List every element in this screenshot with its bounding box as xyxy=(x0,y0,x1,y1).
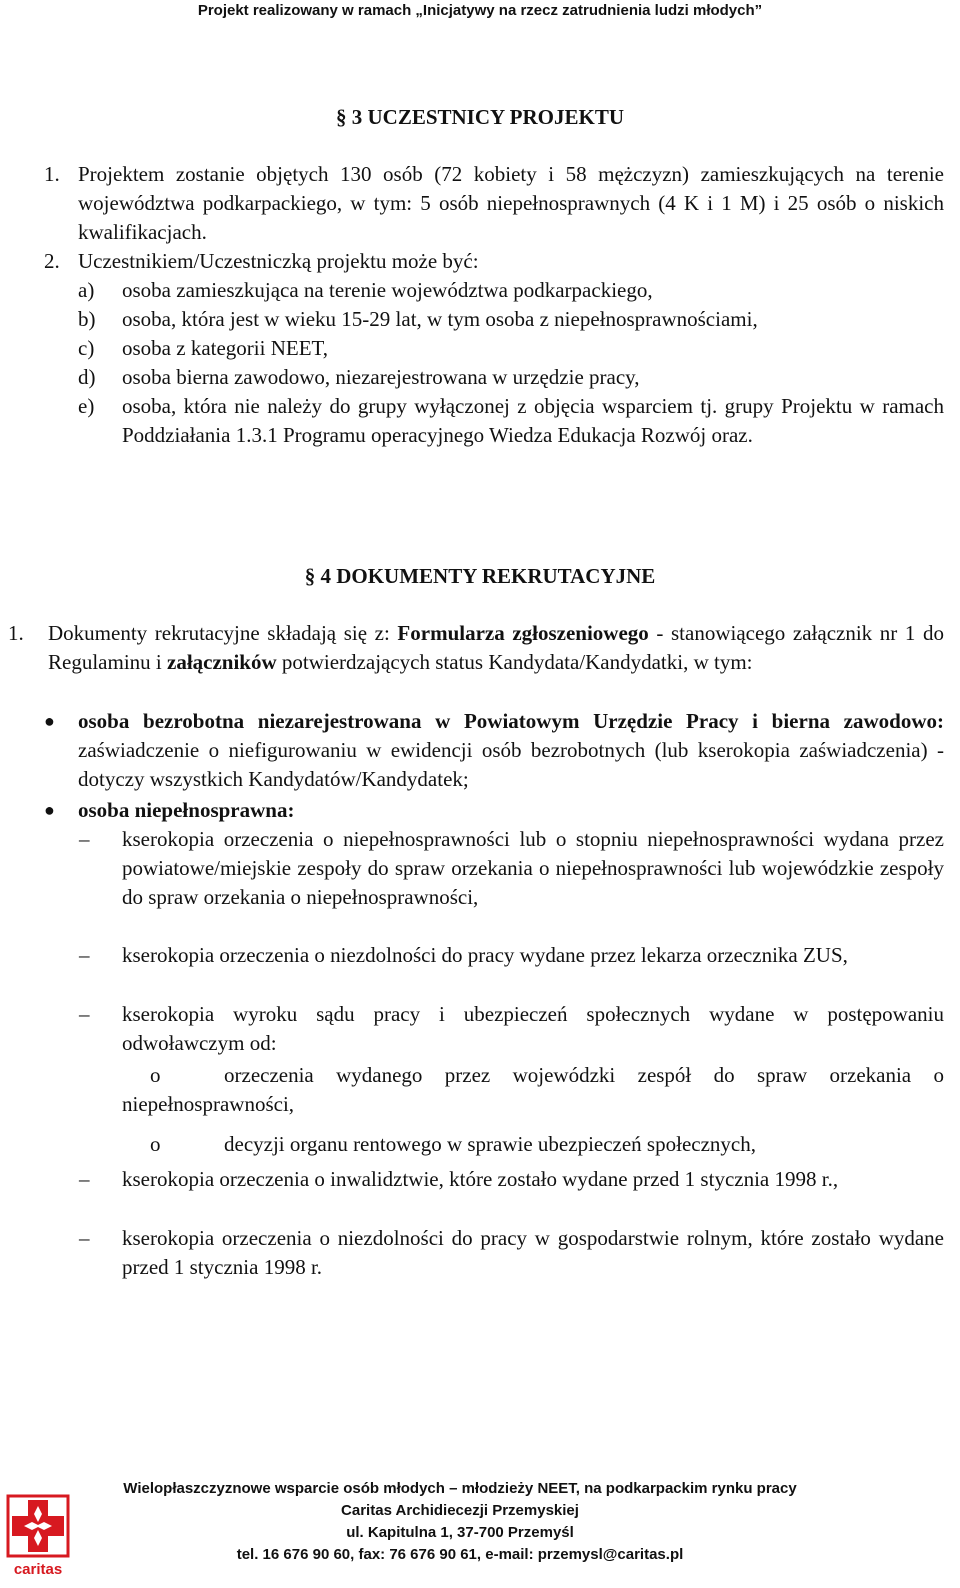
s3-item-d-label: d) xyxy=(78,365,96,389)
section-3-title: § 3 UCZESTNICY PROJEKTU xyxy=(335,105,624,129)
s3-p2-text: Uczestnikiem/Uczestniczką projektu może być: xyxy=(78,249,479,273)
s3-p2-number: 2. xyxy=(44,249,60,273)
caritas-logo xyxy=(6,1494,70,1580)
s3-item-e-text: osoba, która nie należy do grupy wyłączonej z objęcia wsparciem tj. grupy Projektu w ramach Poddziałania 1.3.1 Programu operacyjnego Wiedza Edukacja Rozwój oraz. xyxy=(122,394,944,447)
s3-item-a-label: a) xyxy=(78,278,95,302)
page-header: Projekt realizowany w ramach „Inicjatywy na rzecz zatrudnienia ludzi młodych” xyxy=(197,2,763,19)
s4-p1-text: Dokumenty rekrutacyjne składają się z: Formularza zgłoszeniowego - stanowiącego załącznik nr 1 do Regulaminu i załączników potwierdzających status Kandydata/Kandydatki, w tym: xyxy=(48,621,944,674)
bullet-icon: ● xyxy=(44,800,55,820)
s3-item-d-text: osoba bierna zawodowo, niezarejestrowana w urzędzie pracy, xyxy=(122,365,640,389)
s3-item-b-text: osoba, która jest w wieku 15-29 lat, w tym osoba z niepełnosprawnościami, xyxy=(122,307,758,331)
dash-marker: – xyxy=(79,1226,90,1250)
s3-p1-text: Projektem zostanie objętych 130 osób (72 kobiety i 58 mężczyzn) zamieszkujących na terenie województwa podkarpackiego, w tym: 5 osób niepełnosprawnych (4 K i 1 M) i 25 osób o niskich kwalifikacjach. xyxy=(78,162,944,244)
s3-item-c-text: osoba z kategorii NEET, xyxy=(122,336,329,360)
s3-p1-number: 1. xyxy=(44,162,60,186)
footer-line-4: tel. 16 676 90 60, fax: 76 676 90 61, e-mail: przemysl@caritas.pl xyxy=(236,1546,684,1563)
circle-marker: o xyxy=(150,1063,161,1087)
footer-line-2: Caritas Archidiecezji Przemyskiej xyxy=(341,1502,579,1519)
s4-sub2-text: decyzji organu rentowego w sprawie ubezpieczeń społecznych, xyxy=(224,1132,756,1156)
footer-line-3: ul. Kapitulna 1, 37-700 Przemyśl xyxy=(346,1524,574,1541)
s4-sub1-text: orzeczenia wydanego przez wojewódzki zespół do spraw orzekania o niepełnosprawności, xyxy=(122,1063,944,1116)
footer-line-1: Wielopłaszczyznowe wsparcie osób młodych – młodzieży NEET, na podkarpackim rynku pracy xyxy=(123,1480,797,1497)
dash-marker: – xyxy=(79,1167,90,1191)
s3-item-a-text: osoba zamieszkująca na terenie województwa podkarpackiego, xyxy=(122,278,653,302)
s4-dash4-text: kserokopia orzeczenia o inwalidztwie, które zostało wydane przed 1 stycznia 1998 r., xyxy=(122,1167,839,1191)
caritas-logo-icon xyxy=(6,1494,70,1580)
s3-item-c-label: c) xyxy=(78,336,95,360)
s4-bullet2-text: osoba niepełnosprawna: xyxy=(78,798,295,822)
circle-marker: o xyxy=(150,1132,161,1156)
svg-text:caritas: caritas xyxy=(13,1561,63,1578)
dash-marker: – xyxy=(79,827,90,851)
s4-bullet1-text: osoba bezrobotna niezarejestrowana w Powiatowym Urzędzie Pracy i bierna zawodowo: zaświadczenie o niefigurowaniu w ewidencji osób bezrobotnych (lub kserokopia zaświadczenia) - dotyczy wszystkich Kandydatów/Kandydatek; xyxy=(78,709,944,791)
s4-dash2-text: kserokopia orzeczenia o niezdolności do pracy wydane przez lekarza orzecznika ZUS, xyxy=(122,943,848,967)
s4-dash1-text: kserokopia orzeczenia o niepełnosprawności lub o stopniu niepełnosprawności wydana przez powiatowe/miejskie zespoły do spraw orzekania o niepełnosprawności lub wojewódzkie zespoły do spraw orzekania o niepełnosprawności, xyxy=(122,827,944,909)
section-4-title: § 4 DOKUMENTY REKRUTACYJNE xyxy=(304,564,656,588)
s3-item-e-label: e) xyxy=(78,394,95,418)
s4-dash3-text: kserokopia wyroku sądu pracy i ubezpieczeń społecznych wydane w postępowaniu odwoławczym od: xyxy=(122,1002,944,1055)
bullet-icon: ● xyxy=(44,711,55,731)
dash-marker: – xyxy=(79,1002,90,1026)
s4-dash5-text: kserokopia orzeczenia o niezdolności do pracy w gospodarstwie rolnym, które zostało wydane przed 1 stycznia 1998 r. xyxy=(122,1226,944,1279)
s4-p1-number: 1. xyxy=(8,621,24,645)
dash-marker: – xyxy=(79,943,90,967)
s3-item-b-label: b) xyxy=(78,307,96,331)
